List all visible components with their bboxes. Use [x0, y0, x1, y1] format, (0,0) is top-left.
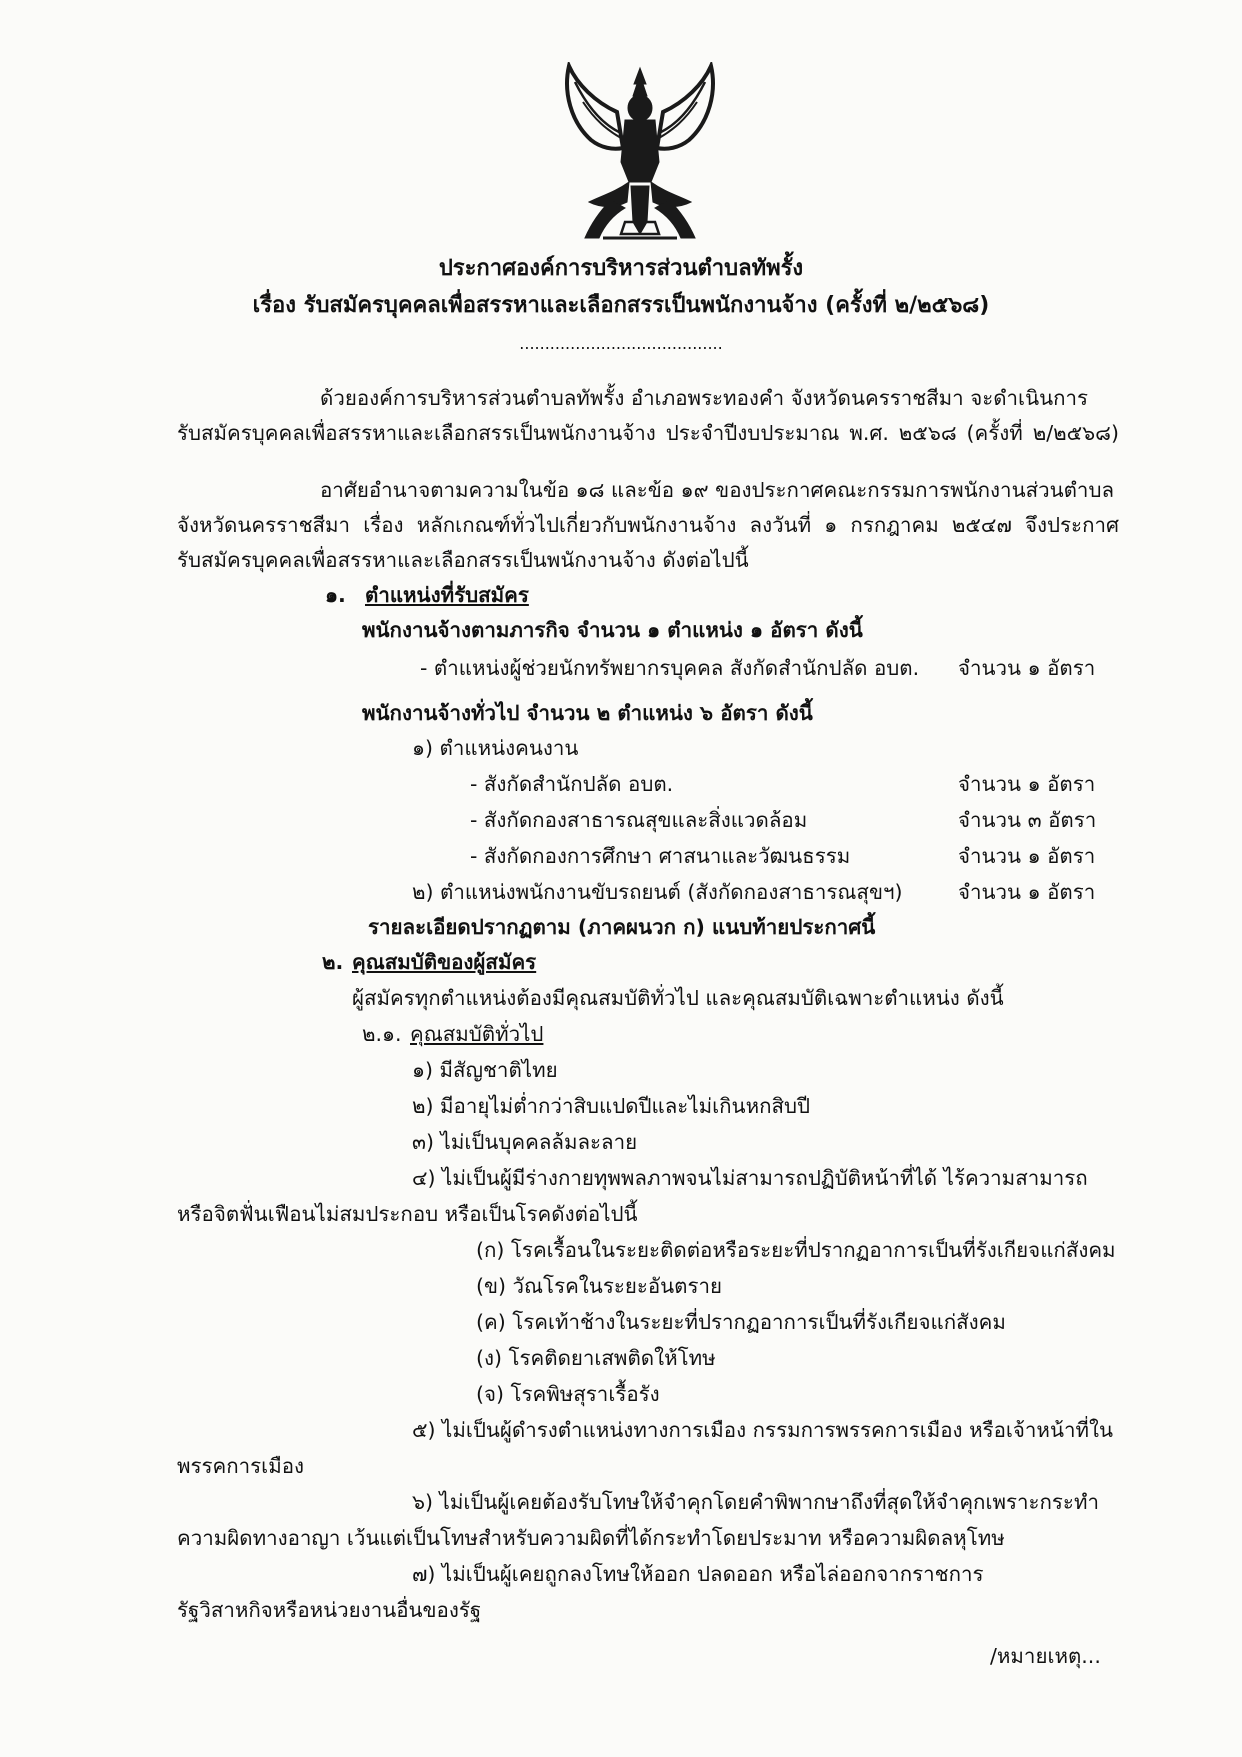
qualification-5-line-1: ๕) ไม่เป็นผู้ดำรงตำแหน่งทางการเมือง กรรมการพรรคการเมือง หรือเจ้าหน้าที่ใน — [412, 1418, 1114, 1442]
qualification-intro: ผู้สมัครทุกตำแหน่งต้องมีคุณสมบัติทั่วไป และคุณสมบัติเฉพาะตำแหน่ง ดังนี้ — [352, 986, 1004, 1010]
continuation-marker: /หมายเหตุ... — [990, 1644, 1101, 1668]
labourer-unit-3: - สังกัดกองการศึกษา ศาสนาและวัฒนธรรม — [470, 844, 851, 868]
qualification-7-line-1: ๗) ไม่เป็นผู้เคยถูกลงโทษให้ออก ปลดออก หรือไล่ออกจากราชการ — [412, 1562, 984, 1586]
labourer-unit-2: - สังกัดกองสาธารณสุขและสิ่งแวดล้อม — [470, 808, 808, 832]
qualification-2: ๒) มีอายุไม่ต่ำกว่าสิบแปดปีและไม่เกินหกสิบปี — [412, 1094, 811, 1118]
section-2-number: ๒. — [322, 950, 344, 974]
qualification-7-line-2: รัฐวิสาหกิจหรือหน่วยงานอื่นของรัฐ — [177, 1598, 482, 1622]
qualification-3: ๓) ไม่เป็นบุคคลล้มละลาย — [412, 1130, 638, 1154]
qualification-6-line-2: ความผิดทางอาญา เว้นแต่เป็นโทษสำหรับความผิดที่ได้กระทำโดยประมาท หรือความผิดลหุโทษ — [177, 1526, 1005, 1550]
qualification-5-line-2: พรรคการเมือง — [177, 1454, 305, 1478]
announcement-title: ประกาศองค์การบริหารส่วนตำบลทัพรั้ง — [438, 256, 804, 281]
disease-a: (ก) โรคเรื้อนในระยะติดต่อหรือระยะที่ปรากฏอาการเป็นที่รังเกียจแก่สังคม — [476, 1238, 1116, 1262]
intro-paragraph-1-line-2: รับสมัครบุคคลเพื่อสรรหาและเลือกสรรเป็นพนักงานจ้าง ประจำปีงบประมาณ พ.ศ. ๒๕๖๘ (ครั้งที่ ๒/๒๕๖๘) — [177, 421, 1119, 445]
section-1-heading: ตำแหน่งที่รับสมัคร — [365, 583, 529, 607]
mission-staff-amount: จำนวน ๑ อัตรา — [958, 656, 1096, 680]
mission-staff-position: - ตำแหน่งผู้ช่วยนักทรัพยากรบุคคล สังกัดสำนักปลัด อบต. — [420, 656, 920, 680]
announcement-subject: เรื่อง รับสมัครบุคคลเพื่อสรรหาและเลือกสรรเป็นพนักงานจ้าง (ครั้งที่ ๒/๒๕๖๘) — [252, 293, 990, 318]
labourer-unit-3-amount: จำนวน ๑ อัตรา — [958, 844, 1096, 868]
intro-paragraph-1-line-1: ด้วยองค์การบริหารส่วนตำบลทัพรั้ง อำเภอพระทองคำ จังหวัดนครราชสีมา จะดำเนินการ — [320, 386, 1089, 410]
section-1-number: ๑. — [325, 583, 346, 607]
disease-c: (ค) โรคเท้าช้างในระยะที่ปรากฏอาการเป็นที่รังเกียจแก่สังคม — [476, 1310, 1006, 1334]
subsection-2-1-number: ๒.๑. — [362, 1022, 402, 1046]
labourer-unit-2-amount: จำนวน ๓ อัตรา — [958, 808, 1097, 832]
intro-paragraph-2-line-2: จังหวัดนครราชสีมา เรื่อง หลักเกณฑ์ทั่วไปเกี่ยวกับพนักงานจ้าง ลงวันที่ ๑ กรกฎาคม ๒๕๔๗ จึงประกาศ — [177, 513, 1119, 537]
qualification-4-line-1: ๔) ไม่เป็นผู้มีร่างกายทุพพลภาพจนไม่สามารถปฏิบัติหน้าที่ได้ ไร้ความสามารถ — [412, 1166, 1088, 1190]
subsection-2-1-heading: คุณสมบัติทั่วไป — [410, 1022, 544, 1046]
intro-paragraph-2-line-1: อาศัยอำนาจตามความในข้อ ๑๘ และข้อ ๑๙ ของประกาศคณะกรรมการพนักงานส่วนตำบล — [320, 478, 1115, 502]
qualification-6-line-1: ๖) ไม่เป็นผู้เคยต้องรับโทษให้จำคุกโดยคำพิพากษาถึงที่สุดให้จำคุกเพราะกระทำ — [412, 1490, 1099, 1514]
section-2-heading: คุณสมบัติของผู้สมัคร — [352, 950, 537, 974]
position-labourer: ๑) ตำแหน่งคนงาน — [412, 736, 579, 760]
labourer-unit-1: - สังกัดสำนักปลัด อบต. — [470, 772, 674, 796]
labourer-unit-1-amount: จำนวน ๑ อัตรา — [958, 772, 1096, 796]
disease-d: (ง) โรคติดยาเสพติดให้โทษ — [476, 1346, 716, 1370]
intro-paragraph-2-line-3: รับสมัครบุคคลเพื่อสรรหาและเลือกสรรเป็นพนักงานจ้าง ดังต่อไปนี้ — [177, 548, 749, 572]
title-separator-dots: ........................................ — [519, 334, 723, 353]
qualification-4-line-2: หรือจิตฟั่นเฟือนไม่สมประกอบ หรือเป็นโรคดังต่อไปนี้ — [177, 1202, 638, 1226]
details-note: รายละเอียดปรากฏตาม (ภาคผนวก ก) แนบท้ายประกาศนี้ — [368, 915, 876, 939]
qualification-1: ๑) มีสัญชาติไทย — [412, 1058, 558, 1082]
position-driver-amount: จำนวน ๑ อัตรา — [958, 880, 1096, 904]
disease-e: (จ) โรคพิษสุราเรื้อรัง — [476, 1382, 660, 1406]
mission-staff-heading: พนักงานจ้างตามภารกิจ จำนวน ๑ ตำแหน่ง ๑ อัตรา ดังนี้ — [362, 618, 863, 642]
garuda-emblem — [555, 62, 725, 246]
general-staff-heading: พนักงานจ้างทั่วไป จำนวน ๒ ตำแหน่ง ๖ อัตรา ดังนี้ — [362, 701, 813, 725]
position-driver: ๒) ตำแหน่งพนักงานขับรถยนต์ (สังกัดกองสาธารณสุขฯ) — [412, 880, 903, 904]
disease-b: (ข) วัณโรคในระยะอันตราย — [476, 1274, 723, 1298]
